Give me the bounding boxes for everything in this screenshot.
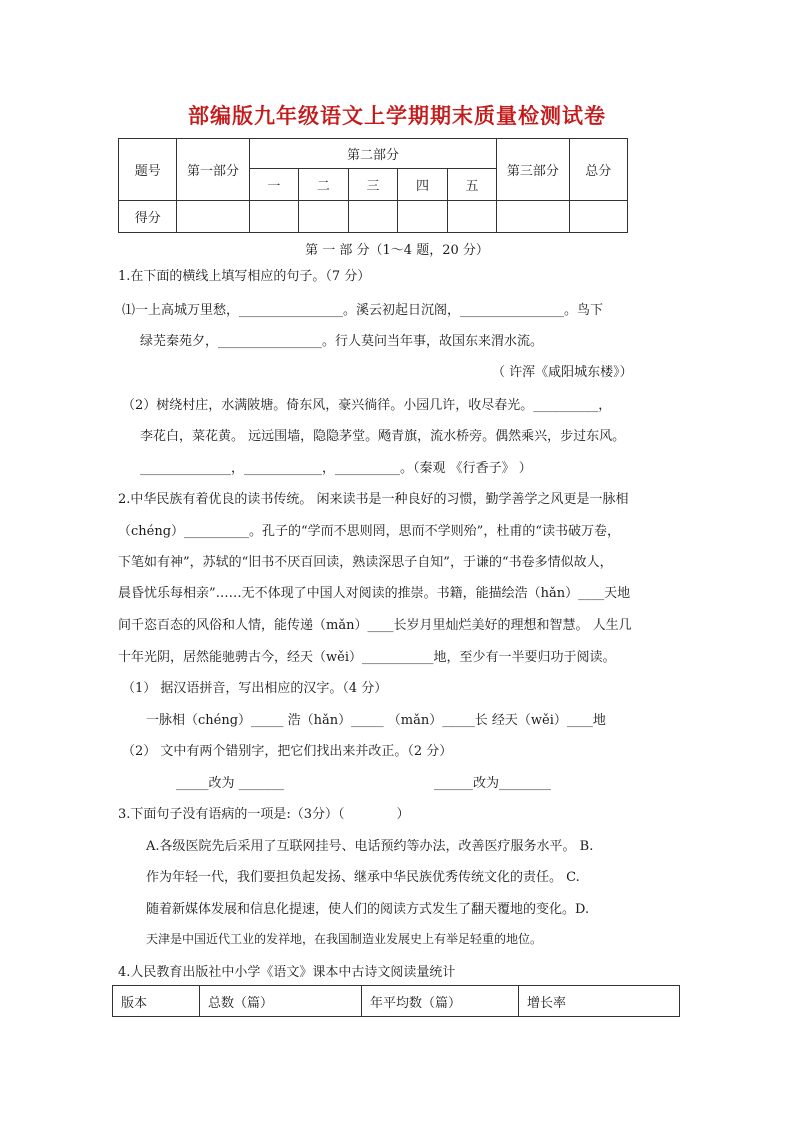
score-table-sub-1: 一 <box>249 169 299 201</box>
score-cell[interactable] <box>299 201 349 233</box>
q2-line4: 晨昏忧乐每相亲”……无不体现了中国人对阅读的推崇。书籍，能描绘浩（hǎn）____天地 <box>118 586 631 601</box>
q2-sub2-stem: （2） 文中有两个错别字，把它们找出来并改正。（2 分） <box>122 744 453 759</box>
q2-sub1-answer: 一脉相（chéng）_____ 浩（hǎn）_____ （mǎn）_____长 经天（wěi）____地 <box>146 713 606 728</box>
score-table-sub-5: 五 <box>447 169 497 201</box>
score-table-row-score: 得分 <box>119 201 177 233</box>
q3-line4: 天津是中国近代工业的发祥地，在我国制造业发展史上有举足轻重的地位。 <box>146 932 543 946</box>
score-table-header-question: 题号 <box>119 139 177 201</box>
part1-heading: 第 一 部 分（1～4 题，20 分） <box>305 243 489 258</box>
q2-sub1-stem: （1） 据汉语拼音，写出相应的汉字。（4 分） <box>122 681 388 696</box>
score-cell[interactable] <box>348 201 398 233</box>
page-title: 部编版九年级语文上学期期末质量检测试卷 <box>188 104 606 128</box>
q3-line1: A.各级医院先后采用了互联网挂号、电话预约等办法，改善医疗服务水平。 B. <box>146 839 594 854</box>
q2-line1: 2.中华民族有着优良的读书传统。 闲来读书是一种良好的习惯，勤学善学之风更是一脉相 <box>118 492 629 507</box>
q3-stem: 3.下面句子没有语病的一项是:（3分）（ ） <box>118 807 410 822</box>
q1-p2-line3: ______________，____________，__________。（秦观 《行香子》 ） <box>140 461 532 476</box>
score-table-sub-3: 三 <box>348 169 398 201</box>
q2-line5: 间千恣百态的风俗和人情，能传递（mǎn）____长岁月里灿烂美好的理想和智慧。 人生几 <box>118 618 632 633</box>
q2-line3: 下笔如有神”，苏轼的“旧书不厌百回读，熟读深思子自知”，于谦的“书卷多情似故人， <box>118 555 613 570</box>
q2-line2: （chéng）__________。孔子的“学而不思则罔，思而不学则殆”，杜甫的“读书破万卷， <box>118 524 620 539</box>
stats-header-growth: 增长率 <box>519 986 680 1017</box>
q2-sub2-b: ______改为________ <box>434 776 552 791</box>
q1-p2-line2: 李花白，菜花黄。 远远围墙，隐隐茅堂。飏青旗，流水桥旁。偶然乘兴，步过东风。 <box>140 429 626 444</box>
score-cell[interactable] <box>447 201 497 233</box>
q1-p1-source: （ 许浑《咸阳城东楼》） <box>492 365 633 380</box>
q1-p2-line1: （2）树绕村庄，水满陂塘。倚东风，豪兴徜徉。小园几许，收尽春光。__________， <box>122 398 612 413</box>
q1-p1-line1: ⑴一上高城万里愁，________________。溪云初起日沉阁，________________。鸟下 <box>122 303 604 318</box>
stats-header-yearly-avg: 年平均数（篇） <box>362 986 519 1017</box>
stats-table <box>112 985 680 1017</box>
score-table-header-part2: 第二部分 <box>249 139 497 169</box>
score-cell[interactable] <box>249 201 299 233</box>
score-table-header-part1: 第一部分 <box>177 139 249 201</box>
score-cell[interactable] <box>177 201 249 233</box>
score-cell[interactable] <box>569 201 627 233</box>
score-table <box>118 138 628 233</box>
q3-line3: 随着新媒体发展和信息化提速，使人们的阅读方式发生了翻天覆地的变化。D. <box>146 902 590 917</box>
q4-stem: 4.人民教育出版社中小学《语文》课本中古诗文阅读量统计 <box>118 965 456 980</box>
score-table-header-part3: 第三部分 <box>497 139 569 201</box>
q1-p1-line2: 绿芜秦苑夕，________________。行人莫问当年事，故国东来渭水流。 <box>140 334 544 349</box>
score-cell[interactable] <box>398 201 448 233</box>
q1-stem: 1.在下面的横线上填写相应的句子。（7 分） <box>118 269 371 284</box>
score-table-sub-4: 四 <box>398 169 448 201</box>
q2-sub2-a: _____改为 _______ <box>176 776 285 791</box>
stats-header-total: 总数（篇） <box>200 986 362 1017</box>
score-cell[interactable] <box>497 201 569 233</box>
q3-line2: 作为年轻一代，我们要担负起发扬、继承中华民族优秀传统文化的责任。 C. <box>146 870 580 885</box>
score-table-sub-2: 二 <box>299 169 349 201</box>
q2-line6: 十年光阴，居然能驰骋古今，经天（wěi）___________地，至少有一半要归功于阅读。 <box>118 650 616 665</box>
stats-header-edition: 版本 <box>113 986 200 1017</box>
score-table-header-total: 总分 <box>569 139 627 201</box>
